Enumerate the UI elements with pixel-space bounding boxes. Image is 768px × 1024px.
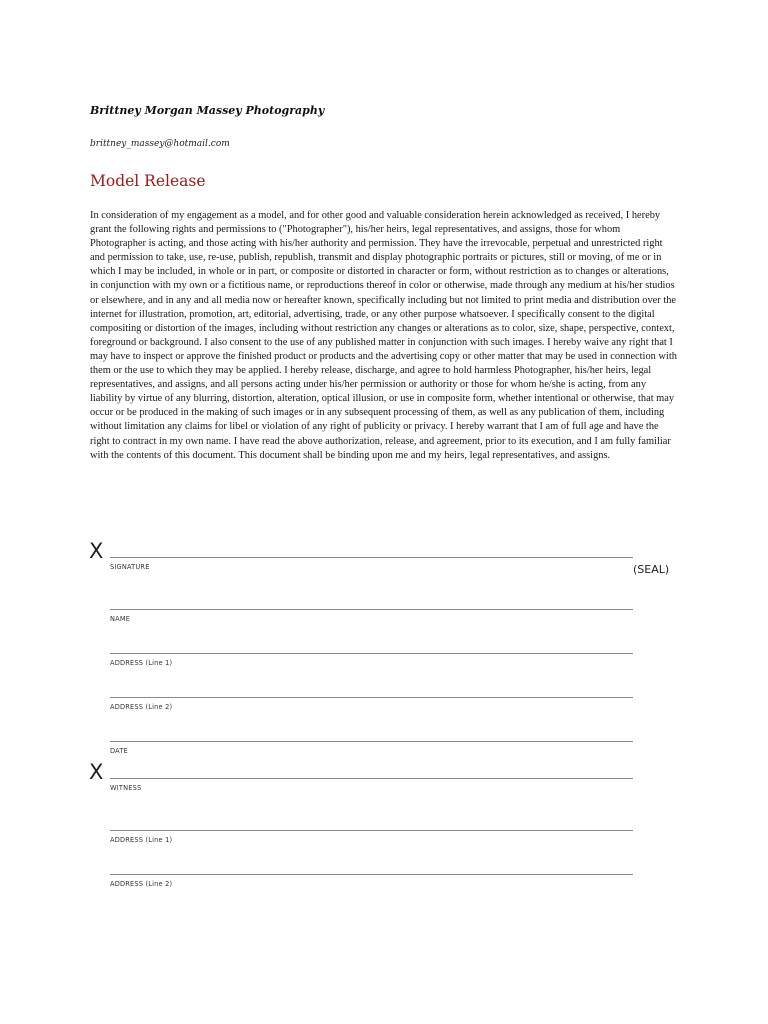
signature-label: SIGNATURE: [110, 563, 150, 571]
address-line-1[interactable]: [110, 653, 633, 654]
signature-line[interactable]: [110, 557, 633, 558]
witness-address-line-1[interactable]: [110, 830, 633, 831]
signature-x-mark: X: [89, 539, 104, 563]
date-line[interactable]: [110, 741, 633, 742]
address-line-2[interactable]: [110, 697, 633, 698]
name-line[interactable]: [110, 609, 633, 610]
address-line-2-label: ADDRESS (Line 2): [110, 703, 173, 711]
company-name: Brittney Morgan Massey Photography: [90, 104, 325, 117]
witness-address-line-2-label: ADDRESS (Line 2): [110, 880, 173, 888]
date-label: DATE: [110, 747, 128, 755]
contact-email[interactable]: brittney_massey@hotmail.com: [90, 139, 230, 149]
witness-address-line-1-label: ADDRESS (Line 1): [110, 836, 173, 844]
witness-x-mark: X: [89, 760, 104, 784]
document-title: Model Release: [90, 172, 206, 190]
witness-line[interactable]: [110, 778, 633, 779]
seal-label: (SEAL): [633, 563, 670, 576]
witness-label: WITNESS: [110, 784, 142, 792]
witness-address-line-2[interactable]: [110, 874, 633, 875]
name-label: NAME: [110, 615, 131, 623]
release-body-text: In consideration of my engagement as a model, and for other good and valuable consideration herein acknowledged as received, I hereby grant the following rights and permissions to ("Photographer"), his/her heirs, legal representatives, and assigns, those for whom Photographer is acting, and those acting with his/her authority and permission. They have the irrevocable, perpetual and unrestricted right and permission to take, use, re-use, publish, republish, transmit and display photographic portraits or pictures, still or moving, of me or in which I may be included, in whole or in part, or composite or distorted in character or form, without restriction as to changes or alterations, in conjunction with my own or a fictitious name, or reproductions thereof in color or otherwise, made through any medium at his/her studios or elsewhere, and in any and all media now or hereafter known, specifically including but not limited to print media and distribution over the internet for illustration, promotion, art, editorial, advertising, trade, or any other purpose whatsoever. I specifically consent to the digital compositing or distortion of the images, including without restriction any changes or alterations as to color, size, shape, perspective, context, foreground or background. I also consent to the use of any published matter in conjunction with such images. I hereby waive any right that I may have to inspect or approve the finished product or products and the advertising copy or other matter that may be used in connection with them or the use to which they may be applied. I hereby release, discharge, and agree to hold harmless Photographer, his/her heirs, legal representatives, and assigns, and all persons acting under his/her permission or authority or those for whom he/she is acting, from any liability by virtue of any blurring, distortion, alteration, optical illusion, or use in composite form, whether intentional or otherwise, that may occur or be produced in the making of such images or in any subsequent processing of them, as well as any publication of them, including without limitation any claims for libel or violation of any right of publicity or privacy. I hereby warrant that I am of full age and have the right to contract in my own name. I have read the above authorization, release, and agreement, prior to its execution, and I am fully familiar with the contents of this document. This document shall be binding upon me and my heirs, legal representatives, and assigns.: [90, 210, 677, 461]
address-line-1-label: ADDRESS (Line 1): [110, 659, 173, 667]
